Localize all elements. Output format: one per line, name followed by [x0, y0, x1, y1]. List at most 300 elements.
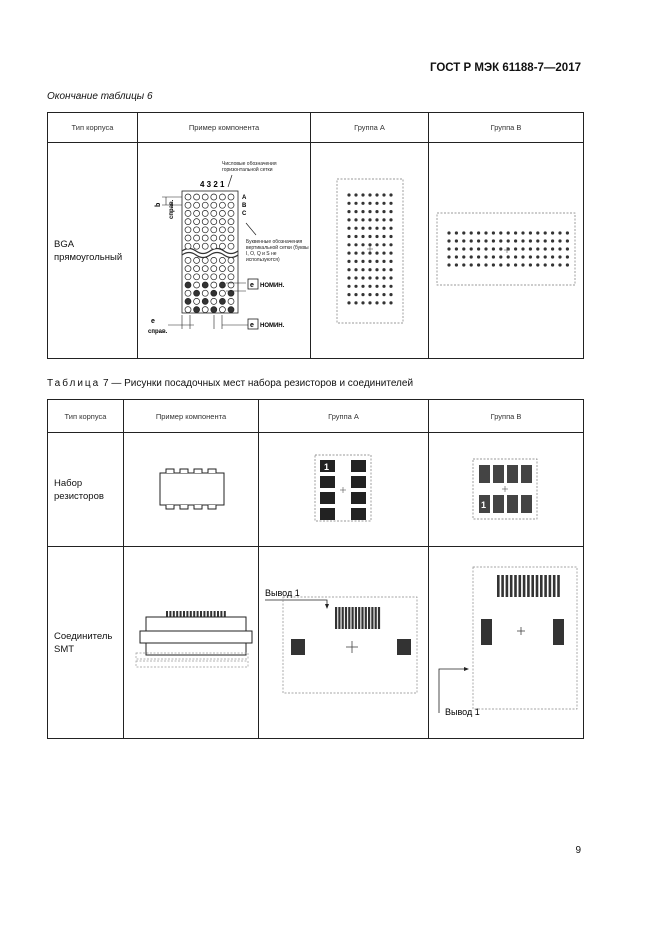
- ball-pad: [551, 247, 554, 250]
- ball-pad: [375, 285, 378, 288]
- ball-pad: [382, 210, 385, 213]
- ball-pad: [447, 231, 450, 234]
- ball-pad: [211, 219, 217, 225]
- ball-pad: [389, 285, 392, 288]
- ball-pad: [382, 301, 385, 304]
- contact-pad: [335, 607, 337, 629]
- ball-pad: [361, 301, 364, 304]
- bga-component-drawing: [138, 143, 311, 355]
- bga-dim-b-sprav: справ.: [169, 199, 175, 219]
- ball-pad: [219, 266, 225, 272]
- ball-pad: [375, 235, 378, 238]
- contact-pad: [531, 575, 534, 597]
- ball-pad: [361, 252, 364, 255]
- bga-land-pattern-group-b: [429, 143, 584, 355]
- ball-pad: [211, 282, 217, 288]
- ball-pad: [382, 293, 385, 296]
- ball-pad: [228, 266, 234, 272]
- ball-pad: [382, 252, 385, 255]
- table-row: [48, 433, 584, 547]
- resistor-array-land-pattern-a: [259, 433, 429, 543]
- bga-column-numbers: 4 3 2 1: [200, 180, 225, 189]
- ball-pad: [536, 263, 539, 266]
- ball-pad: [347, 276, 350, 279]
- contact-pad: [501, 575, 504, 597]
- ball-pad: [382, 227, 385, 230]
- resistor-array-land-pattern-b: [429, 433, 584, 543]
- bga-row-letter-b: B: [242, 203, 247, 209]
- ball-pad: [499, 231, 502, 234]
- ball-pad: [389, 210, 392, 213]
- ball-pad: [455, 231, 458, 234]
- ball-pad: [492, 239, 495, 242]
- ball-pad: [211, 266, 217, 272]
- ball-pad: [462, 239, 465, 242]
- ball-pad: [194, 257, 200, 263]
- bga-row-letter-a: A: [242, 195, 247, 201]
- ball-pad: [375, 268, 378, 271]
- ball-pad: [347, 235, 350, 238]
- contact-pad: [557, 575, 560, 597]
- ball-pad: [228, 257, 234, 263]
- ball-pad: [551, 231, 554, 234]
- ball-pad: [194, 243, 200, 249]
- smt-connector-land-pattern-b: [429, 547, 584, 735]
- ball-pad: [368, 202, 371, 205]
- ball-pad: [558, 263, 561, 266]
- bga-nomin-2: НОМИН.: [260, 323, 285, 329]
- ball-pad: [389, 276, 392, 279]
- contact-pad: [352, 607, 354, 629]
- ball-pad: [361, 202, 364, 205]
- ball-pad: [354, 210, 357, 213]
- ball-pad: [354, 202, 357, 205]
- ball-pad: [507, 231, 510, 234]
- ball-pad: [529, 231, 532, 234]
- pin-1-label: 1: [324, 462, 330, 472]
- ball-pad: [354, 227, 357, 230]
- table-header-row: [48, 400, 584, 433]
- ball-pad: [536, 247, 539, 250]
- ball-pad: [492, 263, 495, 266]
- ball-pad: [368, 243, 371, 246]
- table7-caption: Таблица 7 — Рисунки посадочных мест набора резисторов и соединителей: [47, 378, 414, 389]
- ball-pad: [211, 194, 217, 200]
- resistor-array-component-figure: [124, 433, 259, 547]
- ball-pad: [354, 260, 357, 263]
- ball-pad: [202, 243, 208, 249]
- ball-pad: [484, 263, 487, 266]
- ball-pad: [194, 274, 200, 280]
- col-header-component: Пример компонента: [124, 400, 259, 433]
- ball-pad: [361, 293, 364, 296]
- ball-pad: [185, 194, 191, 200]
- ball-pad: [544, 255, 547, 258]
- bga-note-top: Числовые обозначения горизонтальной сетки: [222, 161, 277, 173]
- ball-pad: [484, 231, 487, 234]
- ball-pad: [462, 255, 465, 258]
- ball-pad: [447, 247, 450, 250]
- contact-pad: [519, 575, 522, 597]
- bga-dim-b: b: [155, 202, 162, 207]
- contact-pad: [375, 607, 377, 629]
- ball-pad: [566, 263, 569, 266]
- contact-pad: [345, 607, 347, 629]
- ball-pad: [219, 235, 225, 241]
- ball-pad: [211, 202, 217, 208]
- col-header-type: Тип корпуса: [48, 113, 138, 143]
- page-number: 9: [575, 845, 581, 856]
- contact-pad: [506, 575, 509, 597]
- ball-pad: [228, 210, 234, 216]
- ball-pad: [492, 255, 495, 258]
- ball-pad: [347, 202, 350, 205]
- ball-pad: [219, 257, 225, 263]
- ball-pad: [447, 263, 450, 266]
- ball-pad: [354, 243, 357, 246]
- ball-pad: [219, 219, 225, 225]
- ball-pad: [558, 247, 561, 250]
- contact-pad: [544, 575, 547, 597]
- table-7: [47, 399, 584, 739]
- col-header-group-a: Группа А: [311, 113, 429, 143]
- ball-pad: [368, 218, 371, 221]
- ball-pad: [347, 243, 350, 246]
- ball-pad: [529, 239, 532, 242]
- ball-pad: [347, 293, 350, 296]
- ball-pad: [202, 257, 208, 263]
- ball-pad: [219, 210, 225, 216]
- ball-pad: [202, 202, 208, 208]
- ball-pad: [375, 202, 378, 205]
- ball-pad: [499, 239, 502, 242]
- ball-pad: [462, 247, 465, 250]
- ball-pad: [536, 231, 539, 234]
- ball-pad: [470, 239, 473, 242]
- smt-connector-component-figure: [124, 547, 259, 739]
- ball-pad: [447, 239, 450, 242]
- ball-pad: [347, 268, 350, 271]
- ball-pad: [211, 307, 217, 313]
- ball-pad: [219, 202, 225, 208]
- ball-pad: [185, 235, 191, 241]
- bga-dim-e: e: [151, 318, 155, 325]
- ball-pad: [368, 193, 371, 196]
- ball-pad: [202, 290, 208, 296]
- resistor-array-component-drawing: [124, 433, 259, 543]
- ball-pad: [477, 255, 480, 258]
- ball-pad: [544, 231, 547, 234]
- ball-pad: [389, 218, 392, 221]
- ball-pad: [347, 252, 350, 255]
- contact-pad: [365, 607, 367, 629]
- ball-pad: [202, 274, 208, 280]
- ball-pad: [558, 255, 561, 258]
- contact-pad: [536, 575, 539, 597]
- ball-pad: [228, 307, 234, 313]
- ball-pad: [389, 301, 392, 304]
- bga-tolerance-e-1: e: [250, 282, 254, 289]
- ball-pad: [219, 307, 225, 313]
- ball-pad: [185, 290, 191, 296]
- ball-pad: [521, 263, 524, 266]
- col-header-component: Пример компонента: [138, 113, 311, 143]
- ball-pad: [202, 282, 208, 288]
- ball-pad: [389, 252, 392, 255]
- ball-pad: [368, 293, 371, 296]
- ball-pad: [514, 255, 517, 258]
- table-6: [47, 112, 584, 359]
- ball-pad: [185, 307, 191, 313]
- ball-pad: [368, 268, 371, 271]
- ball-pad: [219, 274, 225, 280]
- document-header: ГОСТ Р МЭК 61188-7—2017: [429, 62, 581, 74]
- ball-pad: [194, 219, 200, 225]
- ball-pad: [347, 210, 350, 213]
- ball-pad: [211, 257, 217, 263]
- bga-component-figure: [138, 143, 311, 359]
- ball-pad: [536, 255, 539, 258]
- ball-pad: [361, 268, 364, 271]
- ball-pad: [484, 239, 487, 242]
- contact-pad: [358, 607, 360, 629]
- ball-pad: [368, 227, 371, 230]
- ball-pad: [354, 268, 357, 271]
- ball-pad: [529, 255, 532, 258]
- ball-pad: [514, 263, 517, 266]
- ball-pad: [361, 243, 364, 246]
- ball-pad: [219, 194, 225, 200]
- ball-pad: [185, 282, 191, 288]
- ball-pad: [375, 252, 378, 255]
- bga-row-letter-c: C: [242, 211, 247, 217]
- ball-pad: [194, 194, 200, 200]
- connector-b-contact-pads: [497, 575, 560, 597]
- contact-pad: [527, 575, 530, 597]
- contact-pad: [553, 575, 556, 597]
- ball-pad: [521, 247, 524, 250]
- contact-pad: [523, 575, 526, 597]
- ball-pad: [382, 268, 385, 271]
- ball-pad: [507, 255, 510, 258]
- ball-pad: [375, 293, 378, 296]
- ball-pad: [389, 193, 392, 196]
- ball-pad: [470, 255, 473, 258]
- ball-pad: [375, 243, 378, 246]
- ball-pad: [354, 252, 357, 255]
- ball-pad: [202, 219, 208, 225]
- contact-pad: [361, 607, 363, 629]
- bga-tolerance-e-2: e: [250, 322, 254, 329]
- smt-connector-group-b-figure: [429, 547, 584, 739]
- ball-pad: [228, 235, 234, 241]
- ball-pad: [354, 276, 357, 279]
- ball-pad: [347, 193, 350, 196]
- ball-pad: [211, 290, 217, 296]
- ball-pad: [211, 298, 217, 304]
- ball-pad: [202, 235, 208, 241]
- ball-pad: [347, 218, 350, 221]
- ball-pad: [499, 247, 502, 250]
- ball-pad: [219, 227, 225, 233]
- bga-nomin-1: НОМИН.: [260, 283, 285, 289]
- ball-pad: [544, 247, 547, 250]
- lead-1-label: Вывод 1: [445, 707, 480, 717]
- contact-pad: [338, 607, 340, 629]
- ball-pad: [389, 227, 392, 230]
- contact-pad: [342, 607, 344, 629]
- ball-pad: [477, 247, 480, 250]
- smt-connector-land-pattern-a: [259, 547, 429, 735]
- table-header-row: [48, 113, 584, 143]
- ball-pad: [492, 247, 495, 250]
- ball-pad: [375, 260, 378, 263]
- ball-pad: [375, 227, 378, 230]
- ball-pad: [375, 193, 378, 196]
- ball-pad: [194, 210, 200, 216]
- ball-pad: [521, 231, 524, 234]
- ball-pad: [354, 218, 357, 221]
- col-header-group-b: Группа В: [429, 113, 584, 143]
- ball-pad: [354, 285, 357, 288]
- ball-pad: [484, 255, 487, 258]
- ball-pad: [382, 218, 385, 221]
- ball-pad: [194, 266, 200, 272]
- package-type-smt-connector: Соединитель SMT: [48, 547, 124, 739]
- ball-pad: [382, 285, 385, 288]
- ball-pad: [389, 293, 392, 296]
- ball-pad: [455, 263, 458, 266]
- contact-pad: [514, 575, 517, 597]
- package-type-bga: BGA прямоугольный: [48, 143, 138, 359]
- package-type-resistor-array: Набор резисторов: [48, 433, 124, 547]
- ball-pad: [382, 235, 385, 238]
- ball-pad: [202, 298, 208, 304]
- ball-pad: [462, 231, 465, 234]
- ball-pad: [185, 274, 191, 280]
- contact-pad: [348, 607, 350, 629]
- ball-pad: [566, 231, 569, 234]
- ball-pad: [202, 307, 208, 313]
- ball-pad: [219, 290, 225, 296]
- ball-pad: [228, 202, 234, 208]
- ball-pad: [361, 193, 364, 196]
- ball-pad: [499, 255, 502, 258]
- ball-pad: [368, 276, 371, 279]
- ball-pad: [194, 282, 200, 288]
- ball-pad: [477, 231, 480, 234]
- ball-pad: [354, 301, 357, 304]
- ball-pad: [470, 247, 473, 250]
- bga-note-side: Буквенные обозначения вертикальной сетки (буквы I, O, Q и S не используются): [246, 239, 309, 263]
- ball-pad: [551, 239, 554, 242]
- ball-pad: [499, 263, 502, 266]
- ball-pad: [194, 202, 200, 208]
- ball-pad: [375, 301, 378, 304]
- ball-pad: [558, 231, 561, 234]
- ball-pad: [228, 194, 234, 200]
- ball-pad: [477, 239, 480, 242]
- ball-pad: [219, 298, 225, 304]
- ball-pad: [544, 239, 547, 242]
- ball-pad: [492, 231, 495, 234]
- resistor-array-group-b-figure: [429, 433, 584, 547]
- table-row: [48, 547, 584, 739]
- ball-pad: [368, 301, 371, 304]
- bga-land-pattern-group-a: [311, 143, 429, 355]
- ball-pad: [375, 276, 378, 279]
- col-header-group-a: Группа А: [259, 400, 429, 433]
- ball-pad: [507, 263, 510, 266]
- ball-pad: [514, 239, 517, 242]
- contact-pad: [368, 607, 370, 629]
- contact-pad: [371, 607, 373, 629]
- ball-pad: [521, 239, 524, 242]
- ball-pad: [194, 227, 200, 233]
- contact-pad: [378, 607, 380, 629]
- ball-pad: [194, 290, 200, 296]
- bga-b-land-pads: [447, 231, 569, 266]
- ball-pad: [219, 282, 225, 288]
- ball-pad: [361, 285, 364, 288]
- ball-pad: [558, 239, 561, 242]
- ball-pad: [477, 263, 480, 266]
- ball-pad: [375, 218, 378, 221]
- ball-pad: [551, 255, 554, 258]
- ball-pad: [382, 276, 385, 279]
- ball-pad: [455, 247, 458, 250]
- ball-pad: [347, 285, 350, 288]
- ball-pad: [361, 218, 364, 221]
- smt-connector-group-a-figure: [259, 547, 429, 739]
- contact-pad: [549, 575, 552, 597]
- ball-pad: [185, 227, 191, 233]
- ball-pad: [211, 235, 217, 241]
- ball-pad: [382, 243, 385, 246]
- ball-pad: [529, 263, 532, 266]
- ball-pad: [389, 260, 392, 263]
- ball-pad: [219, 243, 225, 249]
- col-header-type: Тип корпуса: [48, 400, 124, 433]
- ball-pad: [382, 202, 385, 205]
- ball-pad: [566, 247, 569, 250]
- ball-pad: [228, 274, 234, 280]
- ball-pad: [228, 298, 234, 304]
- contact-pad: [355, 607, 357, 629]
- bga-group-a-figure: [311, 143, 429, 359]
- ball-pad: [347, 227, 350, 230]
- smt-connector-component-drawing: [124, 547, 259, 735]
- ball-pad: [368, 285, 371, 288]
- ball-pad: [514, 247, 517, 250]
- ball-pad: [566, 255, 569, 258]
- ball-pad: [455, 255, 458, 258]
- ball-pad: [389, 235, 392, 238]
- ball-pad: [211, 274, 217, 280]
- bga-group-b-figure: [429, 143, 584, 359]
- bga-dim-e-sprav: справ.: [148, 329, 168, 335]
- ball-pad: [228, 227, 234, 233]
- pin-1-label: 1: [481, 500, 487, 510]
- ball-pad: [211, 227, 217, 233]
- ball-pad: [202, 210, 208, 216]
- ball-pad: [361, 227, 364, 230]
- ball-pad: [185, 298, 191, 304]
- ball-pad: [202, 266, 208, 272]
- ball-pad: [185, 202, 191, 208]
- ball-pad: [521, 255, 524, 258]
- ball-pad: [529, 247, 532, 250]
